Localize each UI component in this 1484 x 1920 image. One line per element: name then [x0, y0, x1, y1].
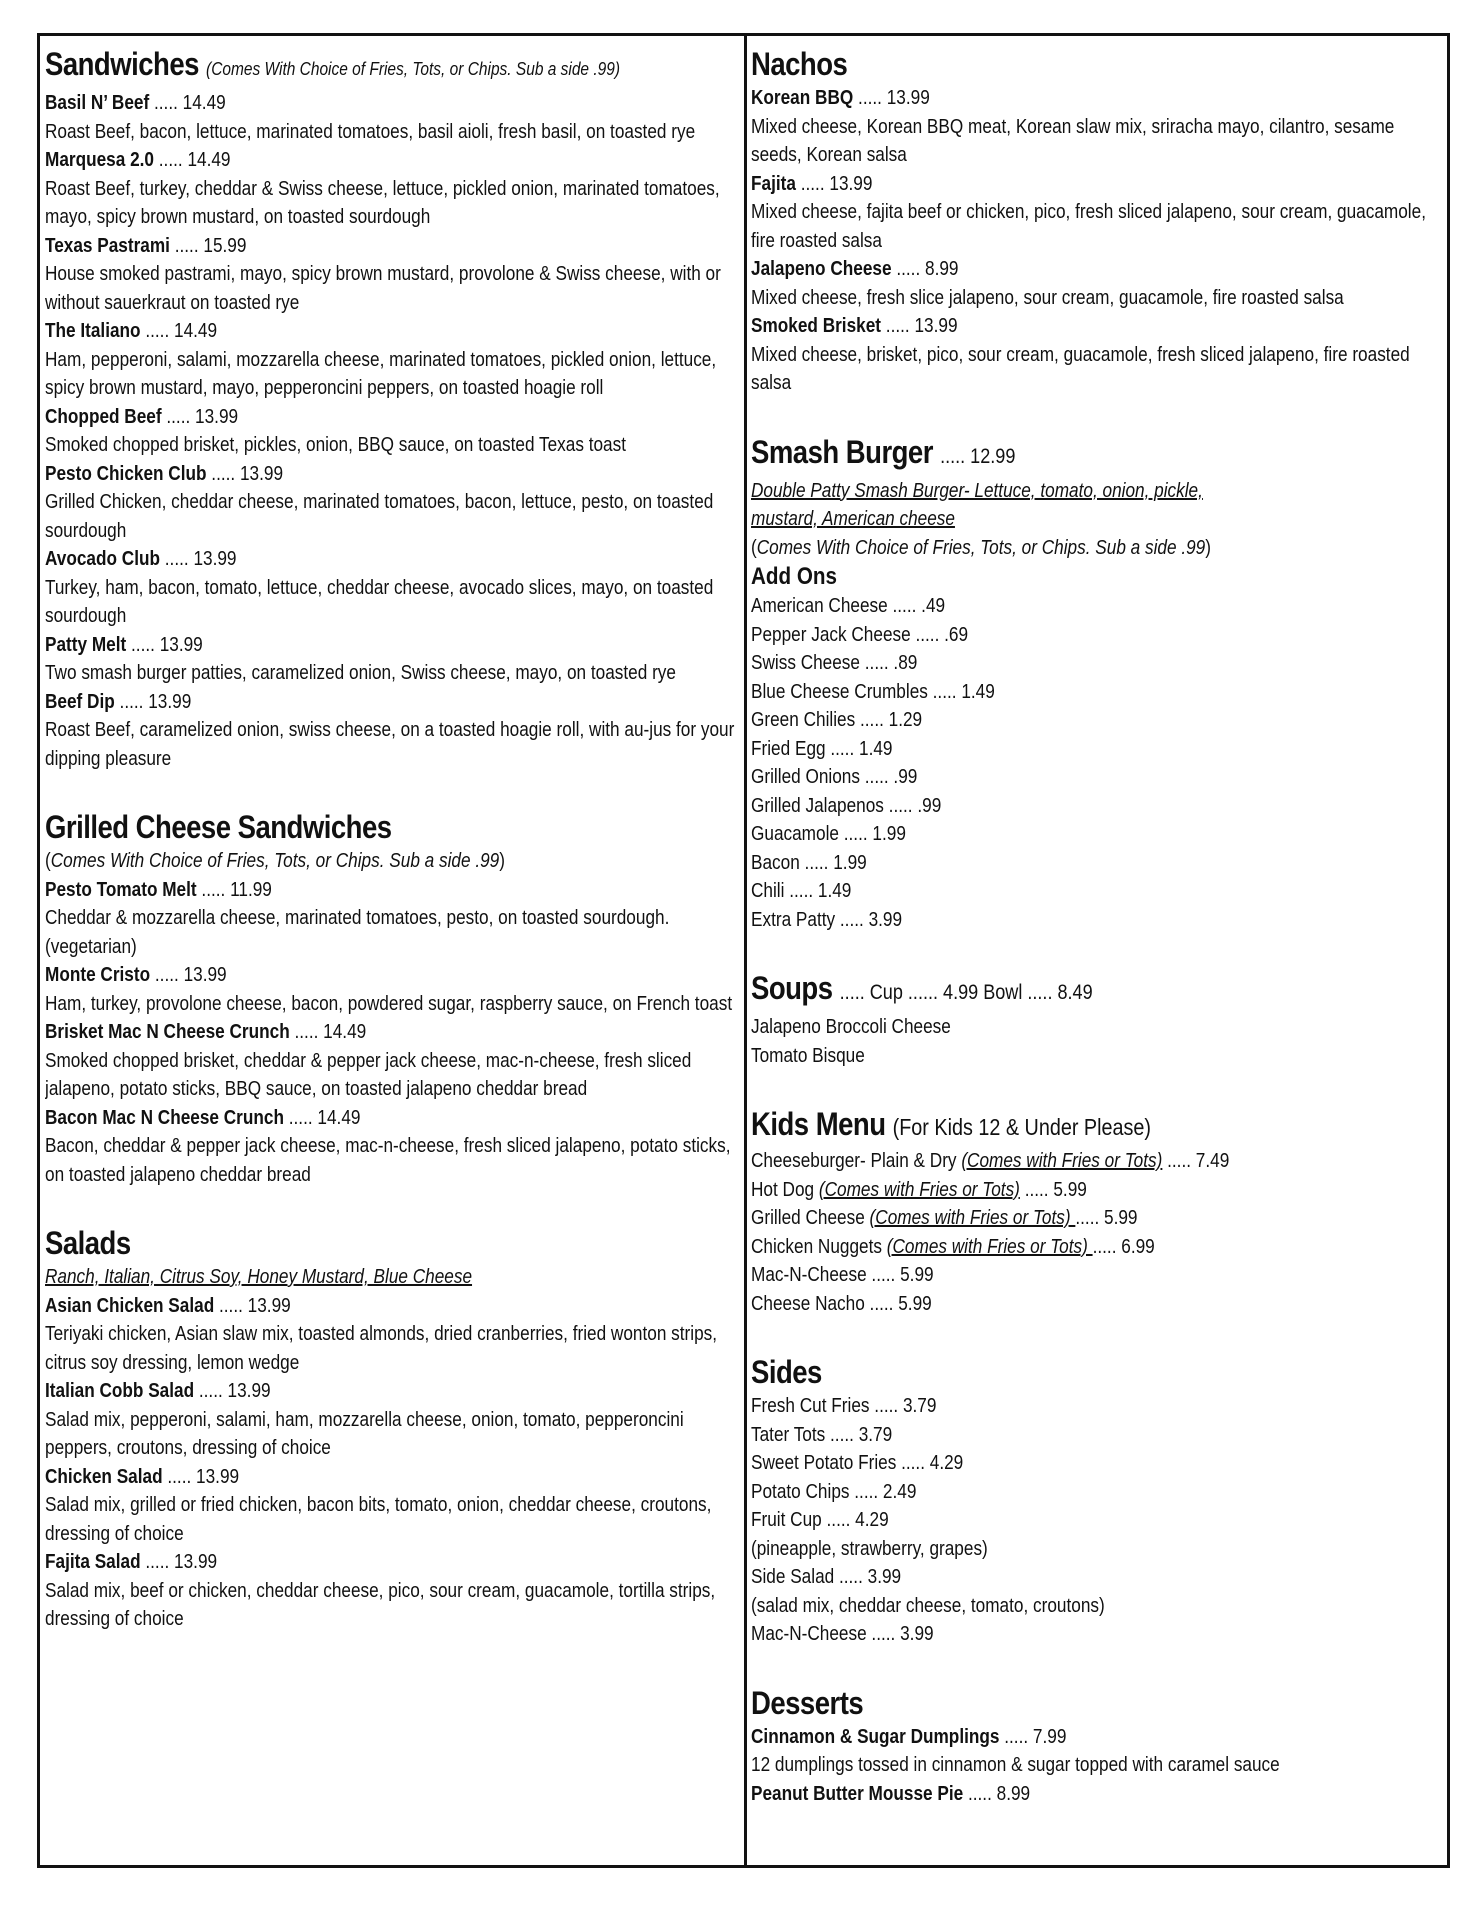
menu-item-heading — [45, 1292, 737, 1321]
menu-item-price: ..... 13.99 — [164, 548, 237, 570]
section-title-nachos: Nachos — [751, 46, 848, 82]
grilled-cheese-section — [45, 807, 739, 1189]
menu-item-price: ..... 8.99 — [896, 258, 959, 280]
menu-item-price: ..... 13.99 — [211, 462, 284, 485]
menu-item-name: Basil N’ Beef — [45, 92, 150, 114]
add-on-item: Bacon ..... 1.99 — [751, 851, 867, 874]
menu-item-price: ..... 13.99 — [166, 405, 239, 428]
kids-item-price: ..... 5.99 — [1075, 1207, 1138, 1229]
soup-prices: ..... Cup ...... 4.99 Bowl ..... 8.49 — [839, 981, 1093, 1004]
menu-item-name: Jalapeno Cheese — [751, 258, 892, 280]
add-on-item: Grilled Onions ..... .99 — [751, 766, 918, 788]
menu-item-name: Korean BBQ — [751, 87, 854, 109]
menu-item-heading — [751, 255, 1443, 284]
menu-item-description: Bacon, cheddar & pepper jack cheese, mac-n-cheese, fresh sliced jalapeno, potato sticks, on toasted jalapeno cheddar bread — [45, 1135, 731, 1186]
menu-item-heading — [751, 1780, 1443, 1809]
side-item: Sweet Potato Fries ..... 4.29 — [751, 1452, 964, 1474]
side-item: (pineapple, strawberry, grapes) — [751, 1537, 988, 1560]
add-on-item: Extra Patty ..... 3.99 — [751, 908, 903, 931]
add-on-item: Swiss Cheese ..... .89 — [751, 652, 918, 674]
menu-item-heading — [45, 403, 737, 432]
menu-item-heading — [45, 961, 737, 990]
menu-item-heading — [45, 545, 737, 574]
menu-item-price: ..... 14.49 — [158, 149, 231, 171]
menu-item-name: Patty Melt — [45, 633, 127, 656]
smash-burger-section — [751, 432, 1445, 935]
side-item: Mac-N-Cheese ..... 3.99 — [751, 1623, 934, 1645]
menu-item-heading — [45, 1377, 737, 1406]
menu-item-heading — [45, 89, 737, 118]
section-title-salads: Salads — [45, 1225, 131, 1261]
menu-item-price: ..... 15.99 — [174, 234, 247, 257]
menu-item-name: Chopped Beef — [45, 405, 162, 428]
menu-item-price: ..... 13.99 — [154, 964, 227, 986]
menu-item-name: Fajita Salad — [45, 1551, 141, 1573]
menu-item-description: Mixed cheese, brisket, pico, sour cream, guacamole, fresh sliced jalapeno, fire roasted salsa — [751, 343, 1410, 394]
kids-item — [751, 1290, 1348, 1319]
menu-item-price: ..... 14.49 — [145, 320, 218, 342]
sandwiches-side-note: (Comes With Choice of Fries, Tots, or Chips. Sub a side .99) — [206, 59, 621, 79]
menu-item-name: Smoked Brisket — [751, 315, 882, 337]
salad-dressings: Ranch, Italian, Citrus Soy, Honey Mustard, Blue Cheese — [45, 1266, 473, 1288]
menu-item-description: Roast Beef, turkey, cheddar & Swiss cheese, lettuce, pickled onion, marinated tomatoes, mayo, spicy brown mustard, on toasted sourdough — [45, 177, 720, 228]
section-title-soups: Soups ..... Cup ...... 4.99 Bowl ..... 8.49 — [751, 970, 1093, 1006]
menu-item-heading — [45, 688, 737, 717]
kids-items — [751, 1147, 1445, 1318]
add-on-items — [751, 592, 1445, 934]
kids-item — [751, 1233, 1348, 1262]
menu-item-description: Roast Beef, caramelized onion, swiss cheese, on a toasted hoagie roll, with au-jus for your dipping pleasure — [45, 719, 735, 770]
soups-section — [751, 968, 1445, 1070]
menu-item-name: Italian Cobb Salad — [45, 1380, 195, 1402]
menu-item-description: 12 dumplings tossed in cinnamon & sugar topped with caramel sauce — [751, 1754, 1280, 1776]
add-on-item: Chili ..... 1.49 — [751, 880, 852, 902]
kids-item-side-note: (Comes with Fries or Tots) — [818, 1178, 1020, 1201]
sandwich-items — [45, 89, 739, 773]
section-title-sandwiches: Sandwiches (Comes With Choice of Fries, Tots, or Chips. Sub a side .99) — [45, 46, 621, 82]
menu-item-name: Pesto Tomato Melt — [45, 878, 197, 901]
side-item: Side Salad ..... 3.99 — [751, 1566, 902, 1588]
menu-item-heading — [751, 1723, 1443, 1752]
menu-item-price: ..... 7.99 — [1004, 1725, 1067, 1748]
menu-item-name: Beef Dip — [45, 690, 115, 713]
menu-item-name: Avocado Club — [45, 548, 160, 570]
menu-item-description: Ham, pepperoni, salami, mozzarella cheese, marinated tomatoes, pickled onion, lettuce, spicy brown mustard, mayo, pepperoncini peppers, on toasted hoagie roll — [45, 348, 717, 399]
section-title-sides: Sides — [751, 1354, 822, 1390]
menu-item-description: House smoked pastrami, mayo, spicy brown mustard, provolone & Swiss cheese, with or without sauerkraut on toasted rye — [45, 263, 721, 314]
menu-item-heading — [751, 84, 1443, 113]
kids-item-name: Chicken Nuggets — [751, 1235, 887, 1258]
salads-section — [45, 1223, 739, 1634]
menu-item-heading — [45, 317, 737, 346]
kids-item-price: ..... 7.49 — [1162, 1150, 1230, 1172]
menu-item-heading — [45, 146, 737, 175]
add-on-item: American Cheese ..... .49 — [751, 595, 946, 617]
section-title-smash-burger: Smash Burger ..... 12.99 — [751, 433, 1016, 470]
side-item: Fresh Cut Fries ..... 3.79 — [751, 1395, 937, 1417]
kids-item — [751, 1204, 1348, 1233]
kids-item-price: ..... 5.99 — [1019, 1178, 1087, 1201]
menu-item-description: Mixed cheese, fresh slice jalapeno, sour cream, guacamole, fire roasted salsa — [751, 286, 1344, 309]
add-on-item: Guacamole ..... 1.99 — [751, 823, 906, 845]
menu-item-price: ..... 14.49 — [153, 92, 226, 114]
menu-item-price: ..... 13.99 — [858, 87, 930, 109]
menu-item-heading — [45, 1548, 737, 1577]
menu-item-price: ..... 13.99 — [119, 690, 192, 713]
add-on-item: Grilled Jalapenos ..... .99 — [751, 794, 942, 817]
menu-item-price: ..... 11.99 — [201, 878, 272, 901]
kids-item-name: Grilled Cheese — [751, 1207, 870, 1229]
menu-item-description: Salad mix, pepperoni, salami, ham, mozzarella cheese, onion, tomato, pepperoncini peppers, croutons, dressing of choice — [45, 1408, 684, 1459]
menu-item-price: ..... 13.99 — [218, 1294, 291, 1317]
smash-burger-desc-line-1: Double Patty Smash Burger- Lettuce, tomato, onion, pickle, — [751, 479, 1203, 502]
menu-item-price: ..... 14.49 — [288, 1106, 361, 1129]
add-on-item: Fried Egg ..... 1.49 — [751, 737, 893, 760]
menu-item-description: Smoked chopped brisket, pickles, onion, BBQ sauce, on toasted Texas toast — [45, 434, 626, 456]
menu-item-description: Teriyaki chicken, Asian slaw mix, toasted almonds, dried cranberries, fried wonton strips, citrus soy dressing, lemon wedge — [45, 1323, 718, 1374]
desserts-section — [751, 1683, 1445, 1809]
menu-item-name: Brisket Mac N Cheese Crunch — [45, 1021, 290, 1043]
menu-item-description: Grilled Chicken, cheddar cheese, marinated tomatoes, bacon, lettuce, pesto, on toasted sourdough — [45, 491, 714, 542]
menu-item-description: Mixed cheese, fajita beef or chicken, pico, fresh sliced jalapeno, sour cream, guacamole, fire roasted salsa — [751, 201, 1426, 252]
soup-item: Tomato Bisque — [751, 1044, 865, 1067]
section-title-kids-menu: Kids Menu (For Kids 12 & Under Please) — [751, 1106, 1151, 1142]
nachos-section — [751, 44, 1445, 398]
kids-item-price: ..... 6.99 — [1092, 1235, 1155, 1258]
side-item: Tater Tots ..... 3.79 — [751, 1423, 893, 1446]
menu-item-description: Cheddar & mozzarella cheese, marinated tomatoes, pesto, on toasted sourdough. (vegetarian) — [45, 907, 670, 958]
menu-item-description: Two smash burger patties, caramelized onion, Swiss cheese, mayo, on toasted rye — [45, 662, 676, 684]
menu-item-price: ..... 13.99 — [885, 315, 958, 337]
menu-item-description: Salad mix, beef or chicken, cheddar cheese, pico, sour cream, guacamole, tortilla strips, dressing of choice — [45, 1579, 716, 1630]
menu-item-description: Mixed cheese, Korean BBQ meat, Korean slaw mix, sriracha mayo, cilantro, sesame seeds, Korean salsa — [751, 115, 1395, 166]
right-column — [751, 44, 1445, 1808]
menu-item-description: Smoked chopped brisket, cheddar & pepper jack cheese, mac-n-cheese, fresh sliced jalapeno, potato sticks, BBQ sauce, on toasted jalapeno cheddar bread — [45, 1049, 692, 1100]
menu-item-price: ..... 13.99 — [800, 172, 873, 195]
column-divider — [744, 33, 747, 1868]
soup-item: Jalapeno Broccoli Cheese — [751, 1016, 951, 1038]
kids-item — [751, 1147, 1348, 1176]
kids-item-name: Cheese Nacho ..... 5.99 — [751, 1292, 932, 1315]
kids-item-name: Cheeseburger- Plain & Dry — [751, 1150, 962, 1172]
section-title-grilled-cheese: Grilled Cheese Sandwiches — [45, 809, 392, 845]
menu-item-description: Roast Beef, bacon, lettuce, marinated tomatoes, basil aioli, fresh basil, on toasted rye — [45, 120, 696, 143]
smash-burger-desc-line-2: mustard, American cheese — [751, 508, 955, 530]
menu-item-name: Peanut Butter Mousse Pie — [751, 1782, 964, 1805]
kids-item-name: Hot Dog — [751, 1178, 819, 1201]
section-title-desserts: Desserts — [751, 1684, 864, 1721]
menu-item-heading — [45, 232, 737, 261]
menu-item-heading — [45, 1463, 737, 1492]
menu-item-price: ..... 8.99 — [967, 1782, 1031, 1805]
side-item: Potato Chips ..... 2.49 — [751, 1480, 917, 1503]
menu-item-description: Salad mix, grilled or fried chicken, bacon bits, tomato, onion, cheddar cheese, croutons, dressing of choice — [45, 1494, 712, 1545]
menu-item-description: Turkey, ham, bacon, tomato, lettuce, cheddar cheese, avocado slices, mayo, on toasted sourdough — [45, 576, 714, 627]
nacho-items — [751, 84, 1445, 398]
menu-item-heading — [45, 631, 737, 660]
menu-item-heading — [751, 312, 1443, 341]
menu-item-name: Pesto Chicken Club — [45, 462, 207, 485]
kids-item — [751, 1261, 1348, 1290]
menu-item-name: Bacon Mac N Cheese Crunch — [45, 1106, 284, 1129]
smash-burger-side-note: (Comes With Choice of Fries, Tots, or Chips. Sub a side .99) — [751, 536, 1211, 559]
menu-item-heading — [751, 170, 1443, 199]
menu-item-name: Cinnamon & Sugar Dumplings — [751, 1725, 1000, 1748]
side-items — [751, 1392, 1445, 1649]
add-on-item: Blue Cheese Crumbles ..... 1.49 — [751, 680, 995, 703]
menu-item-heading — [45, 876, 737, 905]
kids-menu-section — [751, 1104, 1445, 1318]
add-on-item: Pepper Jack Cheese ..... .69 — [751, 623, 969, 646]
left-column — [45, 44, 739, 1634]
menu-item-name: Asian Chicken Salad — [45, 1294, 215, 1317]
side-item: Fruit Cup ..... 4.29 — [751, 1509, 889, 1531]
grilled-cheese-side-note: (Comes With Choice of Fries, Tots, or Chips. Sub a side .99) — [45, 850, 505, 872]
salad-items — [45, 1292, 739, 1634]
add-ons-title: Add Ons — [751, 563, 837, 590]
menu-item-heading — [45, 1018, 737, 1047]
menu-item-price: ..... 13.99 — [167, 1465, 240, 1488]
menu-item-heading — [45, 1104, 737, 1133]
menu-item-name: Fajita — [751, 172, 796, 195]
add-on-item: Green Chilies ..... 1.29 — [751, 709, 923, 731]
menu-item-heading — [45, 460, 737, 489]
kids-item-name: Mac-N-Cheese ..... 5.99 — [751, 1264, 934, 1286]
kids-item-side-note: (Comes with Fries or Tots) — [869, 1207, 1076, 1229]
sides-section — [751, 1352, 1445, 1649]
grilled-cheese-items — [45, 876, 739, 1190]
side-item: (salad mix, cheddar cheese, tomato, croutons) — [751, 1594, 1105, 1617]
menu-item-name: Marquesa 2.0 — [45, 149, 154, 171]
kids-item-side-note: (Comes with Fries or Tots) — [886, 1235, 1093, 1258]
dessert-items — [751, 1723, 1445, 1809]
kids-item-side-note: (Comes with Fries or Tots) — [961, 1150, 1163, 1172]
kids-menu-note: (For Kids 12 & Under Please) — [892, 1114, 1151, 1140]
menu-item-description: Ham, turkey, provolone cheese, bacon, powdered sugar, raspberry sauce, on French toast — [45, 992, 733, 1015]
kids-item — [751, 1176, 1348, 1205]
menu-item-name: The Italiano — [45, 320, 141, 342]
menu-item-price: ..... 13.99 — [131, 633, 203, 656]
sandwiches-section — [45, 44, 739, 773]
menu-item-price: ..... 13.99 — [145, 1551, 218, 1573]
menu-item-name: Monte Cristo — [45, 964, 151, 986]
menu-item-price: ..... 14.49 — [294, 1021, 367, 1043]
smash-burger-price: ..... 12.99 — [940, 444, 1016, 468]
menu-item-name: Chicken Salad — [45, 1465, 163, 1488]
menu-item-name: Texas Pastrami — [45, 234, 170, 257]
menu-item-price: ..... 13.99 — [198, 1380, 271, 1402]
